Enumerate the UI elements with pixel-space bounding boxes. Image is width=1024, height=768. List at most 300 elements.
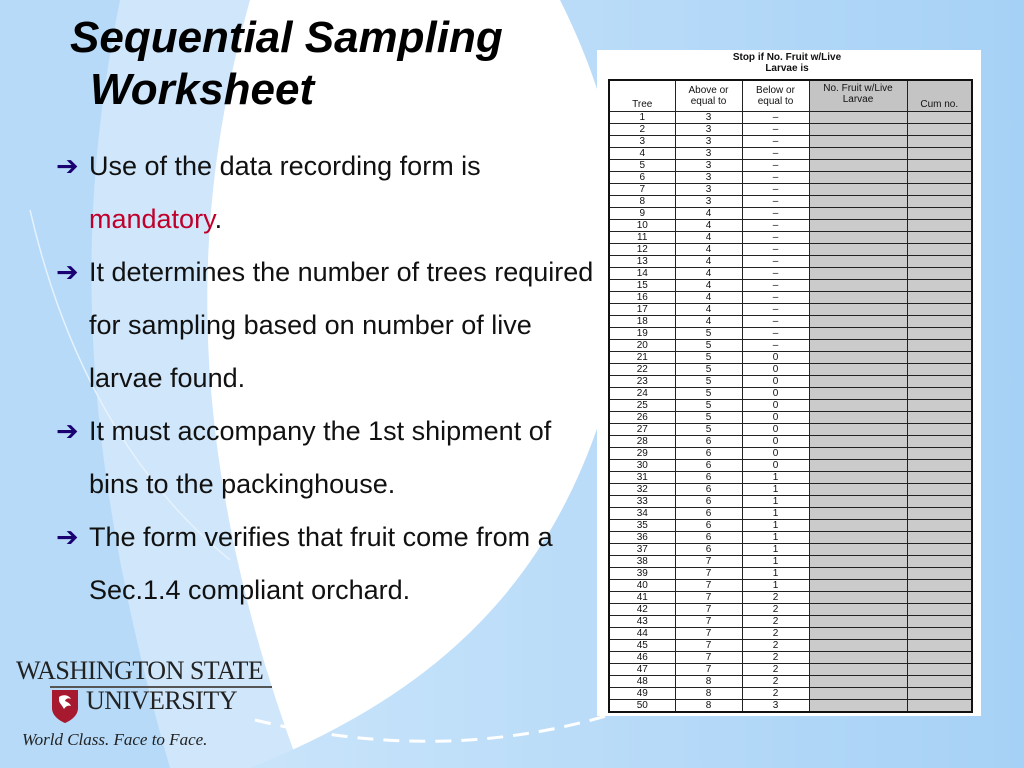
bullet-tail-text: .	[214, 204, 223, 234]
below-threshold-cell: –	[742, 220, 809, 232]
below-threshold-cell: 0	[742, 400, 809, 412]
below-threshold-cell: 2	[742, 616, 809, 628]
above-threshold-cell: 7	[675, 568, 742, 580]
fruit-entry-cell[interactable]	[809, 616, 907, 628]
worksheet-row	[609, 256, 972, 268]
fruit-entry-cell[interactable]	[809, 280, 907, 292]
below-threshold-cell: 1	[742, 544, 809, 556]
fruit-entry-cell[interactable]	[809, 388, 907, 400]
above-threshold-cell: 8	[675, 700, 742, 713]
fruit-entry-cell[interactable]	[809, 160, 907, 172]
bullet-text: It determines the number of trees required for sampling based on number of live larvae found.	[89, 257, 594, 393]
fruit-entry-cell[interactable]	[809, 172, 907, 184]
tree-number-cell: 13	[609, 256, 675, 268]
below-threshold-cell: –	[742, 124, 809, 136]
cum-entry-cell[interactable]	[907, 388, 972, 400]
fruit-entry-cell[interactable]	[809, 556, 907, 568]
worksheet-row	[609, 352, 972, 364]
worksheet-row	[609, 112, 972, 124]
above-threshold-cell: 6	[675, 520, 742, 532]
tree-number-cell: 5	[609, 160, 675, 172]
cum-entry-cell[interactable]	[907, 604, 972, 616]
tree-number-cell: 33	[609, 496, 675, 508]
worksheet-image	[597, 50, 981, 716]
worksheet-row	[609, 700, 972, 713]
worksheet-row	[609, 616, 972, 628]
above-threshold-cell: 4	[675, 316, 742, 328]
fruit-entry-cell[interactable]	[809, 520, 907, 532]
cum-entry-cell[interactable]	[907, 304, 972, 316]
worksheet-row	[609, 472, 972, 484]
below-threshold-cell: 1	[742, 472, 809, 484]
worksheet-row	[609, 604, 972, 616]
below-threshold-cell: –	[742, 328, 809, 340]
arrow-right-icon: ➔	[56, 416, 79, 446]
below-threshold-cell: 2	[742, 676, 809, 688]
below-threshold-cell: 2	[742, 604, 809, 616]
below-threshold-cell: 1	[742, 496, 809, 508]
tree-number-cell: 12	[609, 244, 675, 256]
fruit-entry-cell[interactable]	[809, 508, 907, 520]
tree-number-cell: 35	[609, 520, 675, 532]
tree-number-cell: 29	[609, 448, 675, 460]
below-threshold-cell: –	[742, 340, 809, 352]
worksheet-row	[609, 124, 972, 136]
worksheet-row	[609, 676, 972, 688]
col-header-tree: Tree	[609, 80, 675, 112]
worksheet-row	[609, 592, 972, 604]
arrow-right-icon: ➔	[56, 257, 79, 287]
below-threshold-cell: 0	[742, 388, 809, 400]
fruit-entry-cell[interactable]	[809, 652, 907, 664]
tree-number-cell: 38	[609, 556, 675, 568]
fruit-entry-cell[interactable]	[809, 352, 907, 364]
below-threshold-cell: 2	[742, 640, 809, 652]
worksheet-row	[609, 436, 972, 448]
above-threshold-cell: 7	[675, 616, 742, 628]
cum-entry-cell[interactable]	[907, 208, 972, 220]
tree-number-cell: 43	[609, 616, 675, 628]
tree-number-cell: 44	[609, 628, 675, 640]
worksheet-row	[609, 508, 972, 520]
worksheet-row	[609, 448, 972, 460]
above-threshold-cell: 6	[675, 544, 742, 556]
bullet-item	[56, 511, 601, 617]
fruit-entry-cell[interactable]	[809, 292, 907, 304]
cum-entry-cell[interactable]	[907, 352, 972, 364]
below-threshold-cell: –	[742, 160, 809, 172]
worksheet-row	[609, 316, 972, 328]
col-header-fruit: No. Fruit w/Live Larvae	[809, 80, 907, 112]
below-threshold-cell: 2	[742, 652, 809, 664]
above-threshold-cell: 4	[675, 208, 742, 220]
fruit-entry-cell[interactable]	[809, 244, 907, 256]
above-threshold-cell: 4	[675, 244, 742, 256]
worksheet-row	[609, 340, 972, 352]
worksheet-row	[609, 376, 972, 388]
below-threshold-cell: 0	[742, 460, 809, 472]
cum-entry-cell[interactable]	[907, 112, 972, 124]
cum-entry-cell[interactable]	[907, 532, 972, 544]
worksheet-row	[609, 268, 972, 280]
tree-number-cell: 1	[609, 112, 675, 124]
fruit-entry-cell[interactable]	[809, 544, 907, 556]
above-threshold-cell: 5	[675, 376, 742, 388]
title-line-1: Sequential Sampling	[70, 13, 503, 62]
cum-entry-cell[interactable]	[907, 184, 972, 196]
slide-title	[70, 12, 503, 116]
worksheet-row	[609, 220, 972, 232]
tree-number-cell: 14	[609, 268, 675, 280]
above-threshold-cell: 6	[675, 472, 742, 484]
worksheet-row	[609, 208, 972, 220]
fruit-entry-cell[interactable]	[809, 136, 907, 148]
above-threshold-cell: 7	[675, 580, 742, 592]
fruit-entry-cell[interactable]	[809, 376, 907, 388]
fruit-entry-cell[interactable]	[809, 268, 907, 280]
fruit-entry-cell[interactable]	[809, 412, 907, 424]
bullet-item	[56, 140, 601, 246]
bullet-item	[56, 405, 601, 511]
worksheet-row	[609, 292, 972, 304]
wsu-logo-line-1: WASHINGTON STATE	[16, 656, 264, 685]
worksheet-row	[609, 388, 972, 400]
below-threshold-cell: –	[742, 304, 809, 316]
tree-number-cell: 30	[609, 460, 675, 472]
fruit-entry-cell[interactable]	[809, 316, 907, 328]
cum-entry-cell[interactable]	[907, 424, 972, 436]
above-threshold-cell: 5	[675, 340, 742, 352]
fruit-entry-cell[interactable]	[809, 208, 907, 220]
worksheet-row	[609, 328, 972, 340]
tree-number-cell: 3	[609, 136, 675, 148]
tree-number-cell: 42	[609, 604, 675, 616]
fruit-entry-cell[interactable]	[809, 580, 907, 592]
cum-entry-cell[interactable]	[907, 676, 972, 688]
worksheet-row	[609, 688, 972, 700]
tree-number-cell: 15	[609, 280, 675, 292]
fruit-entry-cell[interactable]	[809, 472, 907, 484]
cum-entry-cell[interactable]	[907, 328, 972, 340]
worksheet-row	[609, 652, 972, 664]
fruit-entry-cell[interactable]	[809, 424, 907, 436]
below-threshold-cell: 3	[742, 700, 809, 713]
tree-number-cell: 49	[609, 688, 675, 700]
cum-entry-cell[interactable]	[907, 616, 972, 628]
cum-entry-cell[interactable]	[907, 664, 972, 676]
below-threshold-cell: –	[742, 172, 809, 184]
fruit-entry-cell[interactable]	[809, 496, 907, 508]
fruit-entry-cell[interactable]	[809, 640, 907, 652]
worksheet-row	[609, 148, 972, 160]
tree-number-cell: 2	[609, 124, 675, 136]
cum-entry-cell[interactable]	[907, 472, 972, 484]
fruit-entry-cell[interactable]	[809, 124, 907, 136]
worksheet-row	[609, 232, 972, 244]
cum-entry-cell[interactable]	[907, 628, 972, 640]
worksheet-row	[609, 196, 972, 208]
worksheet-row	[609, 496, 972, 508]
arrow-right-icon: ➔	[56, 151, 79, 181]
fruit-entry-cell[interactable]	[809, 232, 907, 244]
worksheet-row	[609, 484, 972, 496]
cum-entry-cell[interactable]	[907, 688, 972, 700]
tree-number-cell: 50	[609, 700, 675, 713]
tree-number-cell: 17	[609, 304, 675, 316]
worksheet-row	[609, 544, 972, 556]
cum-entry-cell[interactable]	[907, 580, 972, 592]
title-line-2: Worksheet	[90, 65, 315, 114]
cum-entry-cell[interactable]	[907, 160, 972, 172]
tree-number-cell: 24	[609, 388, 675, 400]
below-threshold-cell: 0	[742, 448, 809, 460]
cum-entry-cell[interactable]	[907, 400, 972, 412]
above-threshold-cell: 5	[675, 388, 742, 400]
tree-number-cell: 7	[609, 184, 675, 196]
cum-entry-cell[interactable]	[907, 268, 972, 280]
cum-entry-cell[interactable]	[907, 256, 972, 268]
fruit-entry-cell[interactable]	[809, 436, 907, 448]
col-header-cum: Cum no.	[907, 80, 972, 112]
above-threshold-cell: 4	[675, 256, 742, 268]
below-threshold-cell: –	[742, 280, 809, 292]
below-threshold-cell: –	[742, 148, 809, 160]
tree-number-cell: 21	[609, 352, 675, 364]
cum-entry-cell[interactable]	[907, 172, 972, 184]
tree-number-cell: 46	[609, 652, 675, 664]
cum-entry-cell[interactable]	[907, 316, 972, 328]
above-threshold-cell: 5	[675, 352, 742, 364]
fruit-entry-cell[interactable]	[809, 148, 907, 160]
above-threshold-cell: 3	[675, 136, 742, 148]
bullet-text: The form verifies that fruit come from a Sec.1.4 compliant orchard.	[89, 522, 553, 605]
cum-entry-cell[interactable]	[907, 124, 972, 136]
above-threshold-cell: 6	[675, 532, 742, 544]
tree-number-cell: 4	[609, 148, 675, 160]
above-threshold-cell: 6	[675, 448, 742, 460]
cum-entry-cell[interactable]	[907, 484, 972, 496]
below-threshold-cell: –	[742, 292, 809, 304]
bullet-text: It must accompany the 1st shipment of bins to the packinghouse.	[89, 416, 552, 499]
cum-entry-cell[interactable]	[907, 640, 972, 652]
tree-number-cell: 41	[609, 592, 675, 604]
above-threshold-cell: 3	[675, 172, 742, 184]
tree-number-cell: 32	[609, 484, 675, 496]
fruit-entry-cell[interactable]	[809, 676, 907, 688]
below-threshold-cell: 0	[742, 364, 809, 376]
bullet-text: Use of the data recording form is	[89, 151, 481, 181]
tree-number-cell: 27	[609, 424, 675, 436]
above-threshold-cell: 5	[675, 400, 742, 412]
fruit-entry-cell[interactable]	[809, 400, 907, 412]
fruit-entry-cell[interactable]	[809, 700, 907, 713]
fruit-entry-cell[interactable]	[809, 220, 907, 232]
worksheet-row	[609, 640, 972, 652]
tree-number-cell: 40	[609, 580, 675, 592]
worksheet-row	[609, 568, 972, 580]
cum-entry-cell[interactable]	[907, 220, 972, 232]
above-threshold-cell: 5	[675, 424, 742, 436]
below-threshold-cell: –	[742, 268, 809, 280]
cum-entry-cell[interactable]	[907, 148, 972, 160]
cougar-shield-icon	[50, 688, 80, 724]
cum-entry-cell[interactable]	[907, 232, 972, 244]
above-threshold-cell: 3	[675, 148, 742, 160]
above-threshold-cell: 3	[675, 184, 742, 196]
tree-number-cell: 39	[609, 568, 675, 580]
worksheet-row	[609, 244, 972, 256]
below-threshold-cell: 1	[742, 556, 809, 568]
worksheet-row	[609, 136, 972, 148]
above-threshold-cell: 6	[675, 484, 742, 496]
tree-number-cell: 26	[609, 412, 675, 424]
cum-entry-cell[interactable]	[907, 544, 972, 556]
below-threshold-cell: –	[742, 208, 809, 220]
fruit-entry-cell[interactable]	[809, 688, 907, 700]
cum-entry-cell[interactable]	[907, 136, 972, 148]
fruit-entry-cell[interactable]	[809, 340, 907, 352]
cum-entry-cell[interactable]	[907, 244, 972, 256]
cum-entry-cell[interactable]	[907, 196, 972, 208]
above-threshold-cell: 3	[675, 112, 742, 124]
fruit-entry-cell[interactable]	[809, 364, 907, 376]
cum-entry-cell[interactable]	[907, 412, 972, 424]
cum-entry-cell[interactable]	[907, 700, 972, 713]
fruit-entry-cell[interactable]	[809, 628, 907, 640]
cum-entry-cell[interactable]	[907, 592, 972, 604]
worksheet-row	[609, 172, 972, 184]
cum-entry-cell[interactable]	[907, 652, 972, 664]
below-threshold-cell: 1	[742, 484, 809, 496]
worksheet-table	[608, 79, 973, 713]
above-threshold-cell: 3	[675, 124, 742, 136]
worksheet-row	[609, 532, 972, 544]
worksheet-row	[609, 460, 972, 472]
fruit-entry-cell[interactable]	[809, 184, 907, 196]
worksheet-row	[609, 424, 972, 436]
fruit-entry-cell[interactable]	[809, 568, 907, 580]
below-threshold-cell: 2	[742, 664, 809, 676]
below-threshold-cell: 1	[742, 568, 809, 580]
above-threshold-cell: 7	[675, 640, 742, 652]
tree-number-cell: 31	[609, 472, 675, 484]
cum-entry-cell[interactable]	[907, 280, 972, 292]
fruit-entry-cell[interactable]	[809, 604, 907, 616]
cum-entry-cell[interactable]	[907, 340, 972, 352]
worksheet-row	[609, 664, 972, 676]
tree-number-cell: 18	[609, 316, 675, 328]
fruit-entry-cell[interactable]	[809, 328, 907, 340]
worksheet-row	[609, 400, 972, 412]
col-header-below: Below or equal to	[742, 80, 809, 112]
cum-entry-cell[interactable]	[907, 436, 972, 448]
cum-entry-cell[interactable]	[907, 568, 972, 580]
stop-header-text: Stop if No. Fruit w/Live Larvae is	[732, 52, 842, 74]
cum-entry-cell[interactable]	[907, 292, 972, 304]
below-threshold-cell: 0	[742, 436, 809, 448]
fruit-entry-cell[interactable]	[809, 256, 907, 268]
tree-number-cell: 37	[609, 544, 675, 556]
worksheet-row	[609, 580, 972, 592]
fruit-entry-cell[interactable]	[809, 460, 907, 472]
fruit-entry-cell[interactable]	[809, 196, 907, 208]
cum-entry-cell[interactable]	[907, 460, 972, 472]
below-threshold-cell: 0	[742, 376, 809, 388]
fruit-entry-cell[interactable]	[809, 532, 907, 544]
above-threshold-cell: 7	[675, 592, 742, 604]
below-threshold-cell: 0	[742, 412, 809, 424]
tree-number-cell: 23	[609, 376, 675, 388]
cum-entry-cell[interactable]	[907, 364, 972, 376]
above-threshold-cell: 6	[675, 496, 742, 508]
above-threshold-cell: 7	[675, 664, 742, 676]
below-threshold-cell: –	[742, 184, 809, 196]
worksheet-header-row	[609, 80, 972, 112]
tree-number-cell: 9	[609, 208, 675, 220]
above-threshold-cell: 4	[675, 292, 742, 304]
bullet-list	[56, 140, 601, 617]
below-threshold-cell: 2	[742, 628, 809, 640]
bullet-accent-text: mandatory	[89, 204, 215, 234]
above-threshold-cell: 8	[675, 688, 742, 700]
cum-entry-cell[interactable]	[907, 508, 972, 520]
below-threshold-cell: –	[742, 112, 809, 124]
cum-entry-cell[interactable]	[907, 448, 972, 460]
tree-number-cell: 48	[609, 676, 675, 688]
tree-number-cell: 19	[609, 328, 675, 340]
above-threshold-cell: 7	[675, 628, 742, 640]
below-threshold-cell: 1	[742, 532, 809, 544]
wsu-logo-line-2: UNIVERSITY	[86, 686, 237, 715]
fruit-entry-cell[interactable]	[809, 448, 907, 460]
below-threshold-cell: –	[742, 244, 809, 256]
arrow-right-icon: ➔	[56, 522, 79, 552]
worksheet-stop-header	[597, 52, 977, 74]
fruit-entry-cell[interactable]	[809, 112, 907, 124]
above-threshold-cell: 4	[675, 220, 742, 232]
below-threshold-cell: –	[742, 196, 809, 208]
fruit-entry-cell[interactable]	[809, 484, 907, 496]
cum-entry-cell[interactable]	[907, 556, 972, 568]
above-threshold-cell: 6	[675, 460, 742, 472]
cum-entry-cell[interactable]	[907, 520, 972, 532]
cum-entry-cell[interactable]	[907, 376, 972, 388]
tree-number-cell: 45	[609, 640, 675, 652]
above-threshold-cell: 3	[675, 160, 742, 172]
tree-number-cell: 16	[609, 292, 675, 304]
fruit-entry-cell[interactable]	[809, 664, 907, 676]
below-threshold-cell: –	[742, 232, 809, 244]
worksheet-row	[609, 304, 972, 316]
fruit-entry-cell[interactable]	[809, 592, 907, 604]
fruit-entry-cell[interactable]	[809, 304, 907, 316]
worksheet-row	[609, 364, 972, 376]
tree-number-cell: 47	[609, 664, 675, 676]
tree-number-cell: 22	[609, 364, 675, 376]
below-threshold-cell: 0	[742, 352, 809, 364]
below-threshold-cell: 1	[742, 520, 809, 532]
worksheet-body	[609, 112, 972, 713]
cum-entry-cell[interactable]	[907, 496, 972, 508]
above-threshold-cell: 6	[675, 508, 742, 520]
tree-number-cell: 34	[609, 508, 675, 520]
above-threshold-cell: 7	[675, 604, 742, 616]
below-threshold-cell: –	[742, 256, 809, 268]
tree-number-cell: 20	[609, 340, 675, 352]
above-threshold-cell: 5	[675, 328, 742, 340]
above-threshold-cell: 3	[675, 196, 742, 208]
worksheet-row	[609, 184, 972, 196]
